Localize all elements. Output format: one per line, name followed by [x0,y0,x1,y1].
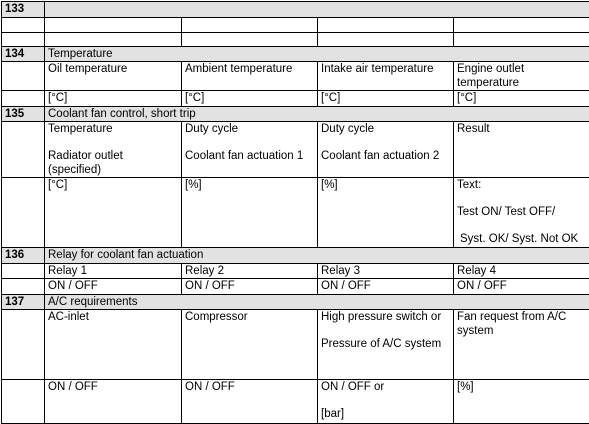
field-label: Relay 1 [45,263,182,279]
result-text-line: Test ON/ Test OFF/ [457,206,556,218]
field-label: AC-inlet [45,310,182,380]
group-number: 135 [2,106,45,122]
group-number: 136 [2,248,45,264]
value-cell: [%] [454,380,589,424]
group-134-header [2,46,589,62]
field-label: Intake air temperature [318,62,454,91]
field-label: Ambient temperature [182,62,318,91]
field-label-line: Coolant fan actuation 2 [321,150,440,162]
group-133-row [2,32,589,46]
group-133-row [2,17,589,32]
field-label [318,122,454,178]
group-134-labels [2,62,589,91]
unit-cell: [°C] [45,91,182,107]
field-label-line: Pressure of A/C system [321,338,442,350]
unit-cell: [%] [318,178,454,248]
group-135-labels [2,122,589,178]
value-cell: ON / OFF [182,380,318,424]
field-label: Relay 3 [318,263,454,279]
group-136-header [2,248,589,264]
unit-cell: [°C] [318,91,454,107]
value-line: ON / OFF or [321,381,385,393]
group-title [45,2,589,18]
unit-cell: [°C] [454,91,589,107]
unit-cell [454,178,589,248]
group-number: 134 [2,46,45,62]
value-cell: ON / OFF [182,279,318,295]
value-cell: ON / OFF [45,380,182,424]
value-cell [318,380,454,424]
group-136-values [2,279,589,295]
field-label [182,122,318,178]
field-label: Result [454,122,589,178]
field-label [45,122,182,178]
group-135-header [2,106,589,122]
value-cell: ON / OFF [318,279,454,295]
group-137-header [2,294,589,310]
group-title: Temperature [45,46,589,62]
field-label-line: Coolant fan actuation 1 [185,150,304,162]
value-cell: ON / OFF [45,279,182,295]
value-cell: ON / OFF [454,279,589,295]
field-label: Engine outlet temperature [454,62,589,91]
group-title: Coolant fan control, short trip [45,106,589,122]
field-label-line: Radiator outlet (specified) [48,150,123,176]
field-label: Relay 4 [454,263,589,279]
unit-cell: [°C] [45,178,182,248]
group-number: 137 [2,294,45,310]
group-137-values [2,380,589,424]
group-133-header [2,2,589,18]
result-text-line: Text: [457,179,482,191]
field-label: Compressor [182,310,318,380]
unit-cell: [°C] [182,91,318,107]
group-number: 133 [2,2,45,18]
field-label [318,310,454,380]
group-136-labels [2,263,589,279]
group-134-units [2,91,589,107]
field-label-line: Duty cycle [185,123,239,135]
group-title: A/C requirements [45,294,589,310]
value-line: [bar] [321,408,345,420]
field-label: Oil temperature [45,62,182,91]
measuring-value-table [1,1,589,424]
field-label: Relay 2 [182,263,318,279]
field-label-line: Temperature [48,123,113,135]
group-title: Relay for coolant fan actuation [45,248,589,264]
field-label: Fan request from A/C system [454,310,589,380]
field-label-line: High pressure switch or [321,311,442,323]
unit-cell: [%] [182,178,318,248]
result-text-line: Syst. OK/ Syst. Not OK [460,233,579,245]
group-135-units [2,178,589,248]
field-label-line: Duty cycle [321,123,375,135]
group-137-labels [2,310,589,380]
